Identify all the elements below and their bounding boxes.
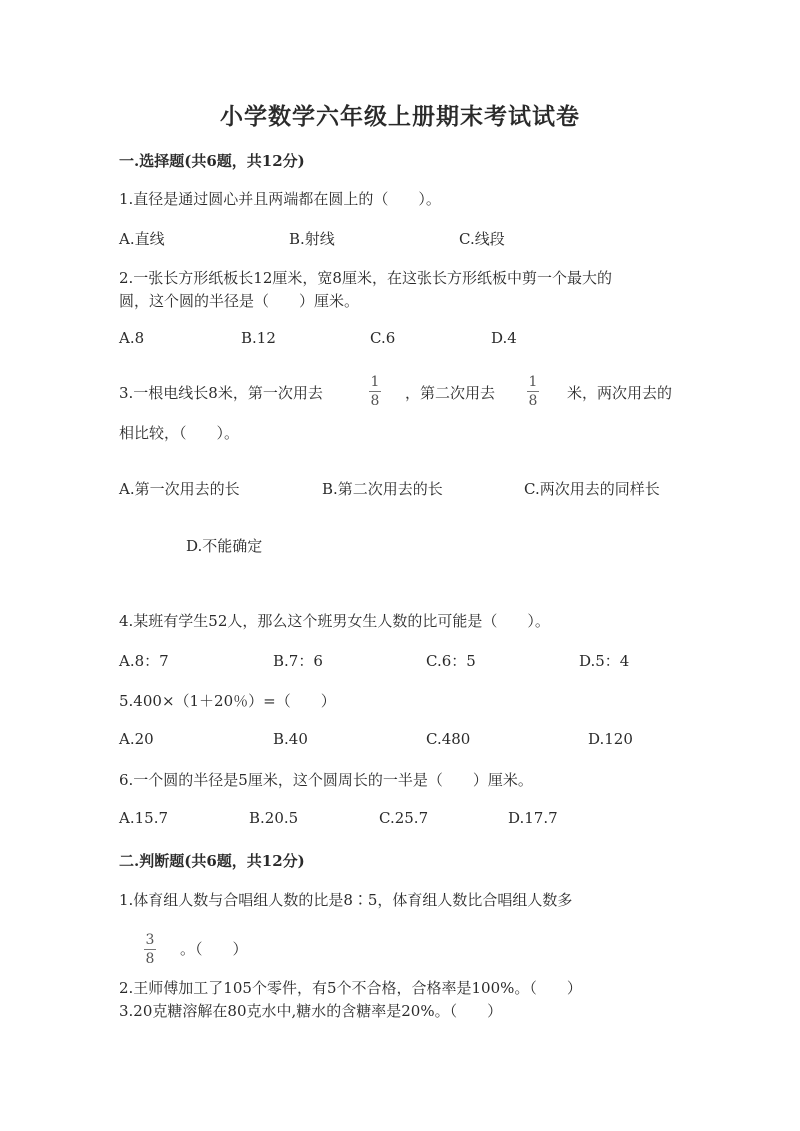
option-b: B.12 [241,329,276,347]
question-5-text: 5.400×（1＋20％）=（ ） [119,692,336,710]
option-b: B.射线 [289,230,335,248]
judgement-1-tail: 。（ ） [180,940,248,958]
fraction-denominator: 8 [145,951,155,967]
option-d: D.不能确定 [186,537,263,555]
option-a: A.20 [119,730,154,748]
fraction-bar [144,949,156,950]
fraction-denominator: 8 [528,393,538,409]
option-d: D.17.7 [508,809,558,827]
question-2-line2: 圆，这个圆的半径是（ ）厘米。 [119,292,360,310]
judgement-1-text: 1.体育组人数与合唱组人数的比是8∶5，体育组人数比合唱组人数多 [119,891,573,909]
option-c: C.6 [370,329,396,347]
option-a: A.15.7 [119,809,168,827]
fraction-numerator: 3 [145,932,155,948]
fraction-one-eighth [369,375,381,408]
option-b: B.7：6 [273,652,323,670]
option-b: B.20.5 [249,809,299,827]
question-3-part2: ，第二次用去 [405,384,496,402]
section-heading-judgement: 二.判断题(共6题，共12分) [119,852,305,870]
judgement-3-text: 3.20克糖溶解在80克水中,糖水的含糖率是20%。（ ） [119,1002,503,1020]
option-d: D.120 [588,730,633,748]
option-c: C.25.7 [379,809,429,827]
option-a: A.8 [119,329,145,347]
option-b: B.第二次用去的长 [322,480,443,498]
fraction-numerator: 1 [528,374,538,390]
question-1-text: 1.直径是通过圆心并且两端都在圆上的（ ）。 [119,190,441,208]
page-title: 小学数学六年级上册期末考试试卷 [220,103,580,130]
fraction-denominator: 8 [370,393,380,409]
question-6-text: 6.一个圆的半径是5厘米，这个圆周长的一半是（ ）厘米。 [119,771,533,789]
option-a: A.直线 [119,230,165,248]
question-3-line2: 相比较，（ ）。 [119,424,240,442]
section-heading-choice: 一.选择题(共6题，共12分) [119,152,305,170]
fraction-numerator: 1 [370,374,380,390]
option-c: C.两次用去的同样长 [524,480,660,498]
question-3-part3: 米，两次用去的 [567,384,673,402]
option-c: C.线段 [459,230,505,248]
option-d: D.4 [491,329,517,347]
fraction-three-eighths [144,933,156,966]
option-d: D.5：4 [579,652,630,670]
fraction-bar [369,391,381,392]
question-2-line1: 2.一张长方形纸板长12厘米，宽8厘米，在这张长方形纸板中剪一个最大的 [119,269,612,287]
option-a: A.第一次用去的长 [119,480,240,498]
option-a: A.8：7 [119,652,169,670]
option-c: C.6：5 [426,652,476,670]
question-4-text: 4.某班有学生52人，那么这个班男女生人数的比可能是（ ）。 [119,612,550,630]
judgement-2-text: 2.王师傅加工了105个零件，有5个不合格，合格率是100%。（ ） [119,979,582,997]
fraction-one-eighth [527,375,539,408]
option-b: B.40 [273,730,308,748]
option-c: C.480 [426,730,471,748]
question-3-part1: 3.一根电线长8米，第一次用去 [119,384,323,402]
fraction-bar [527,391,539,392]
